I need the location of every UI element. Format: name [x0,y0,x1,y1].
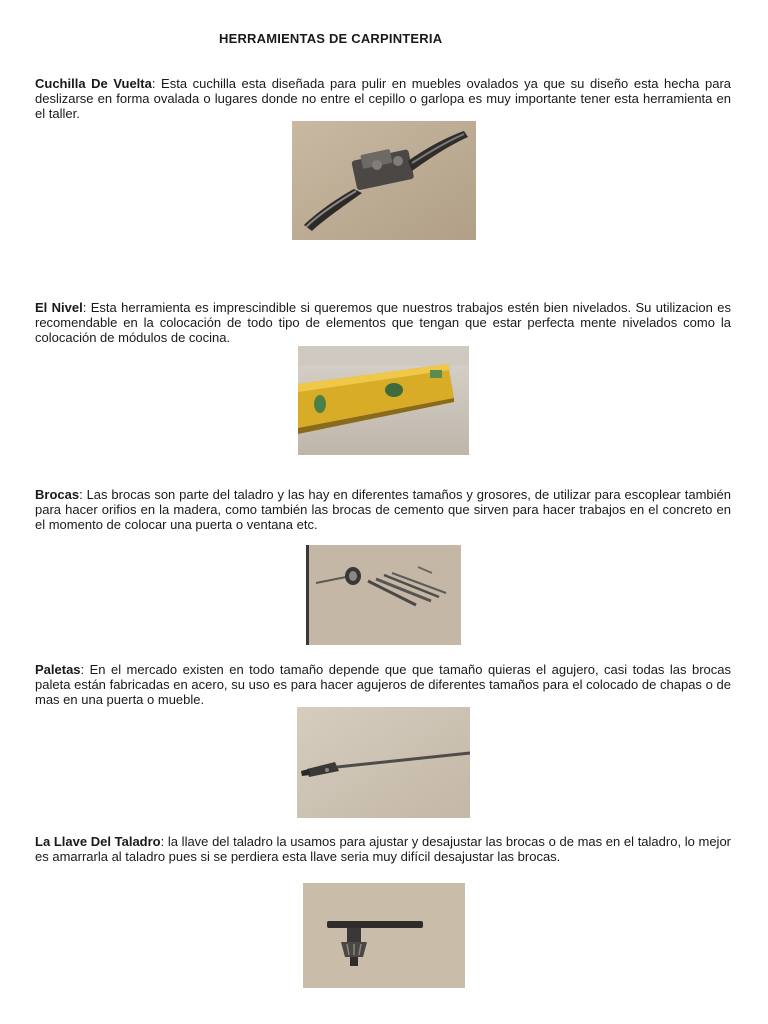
section-term: Cuchilla De Vuelta [35,76,152,91]
spokeshave-photo [292,121,476,240]
section-term: Paletas [35,662,81,677]
section-term: Brocas [35,487,80,502]
section-text: : Esta herramienta es imprescindible si queremos que nuestros trabajos estén bien nivelados. Su utilizacion es recomendable en la colocación de todo tipo de elementos que tengan que estar perfecta mente nivelados como la colocación de módulos de cocina. [35,300,731,345]
section-text: : Las brocas son parte del taladro y las hay en diferentes tamaños y grosores, de utilizar para escoplear también para hacer orifios en la madera, como también las brocas de cemento que sirven para hacer trabajos en el concreto en el momento de colocar una puerta o ventana etc. [35,487,731,532]
section-brocas [35,487,731,532]
page-title: HERRAMIENTAS DE CARPINTERIA [219,31,443,46]
section-llave [35,834,731,864]
section-term: El Nivel [35,300,83,315]
section-paletas [35,662,731,707]
drill-bits-photo [306,545,461,645]
spirit-level-photo [298,346,469,455]
section-text: : Esta cuchilla esta diseñada para pulir en muebles ovalados ya que su diseño esta hecha para deslizarse en forma ovalada o lugares donde no entre el cepillo o garlopa es muy importante tener esta herramienta en el taller. [35,76,732,121]
chuck-key-photo [303,883,465,988]
section-text: : la llave del taladro la usamos para ajustar y desajustar las brocas o de mas en el taladro, lo mejor es amarrarla al taladro pues si se perdiera esta llave seria muy difícil desajustar las brocas. [35,834,732,864]
section-text: : En el mercado existen en todo tamaño depende que que tamaño quieras el agujero, casi todas las brocas paleta están fabricadas en acero, su uso es para hacer agujeros de diferentes tamaños para el colocado de chapas o de mas en una puerta o mueble. [35,662,731,707]
spade-bit-photo [297,707,470,818]
section-term: La Llave Del Taladro [35,834,161,849]
section-cuchilla [35,76,731,121]
section-nivel [35,300,731,345]
